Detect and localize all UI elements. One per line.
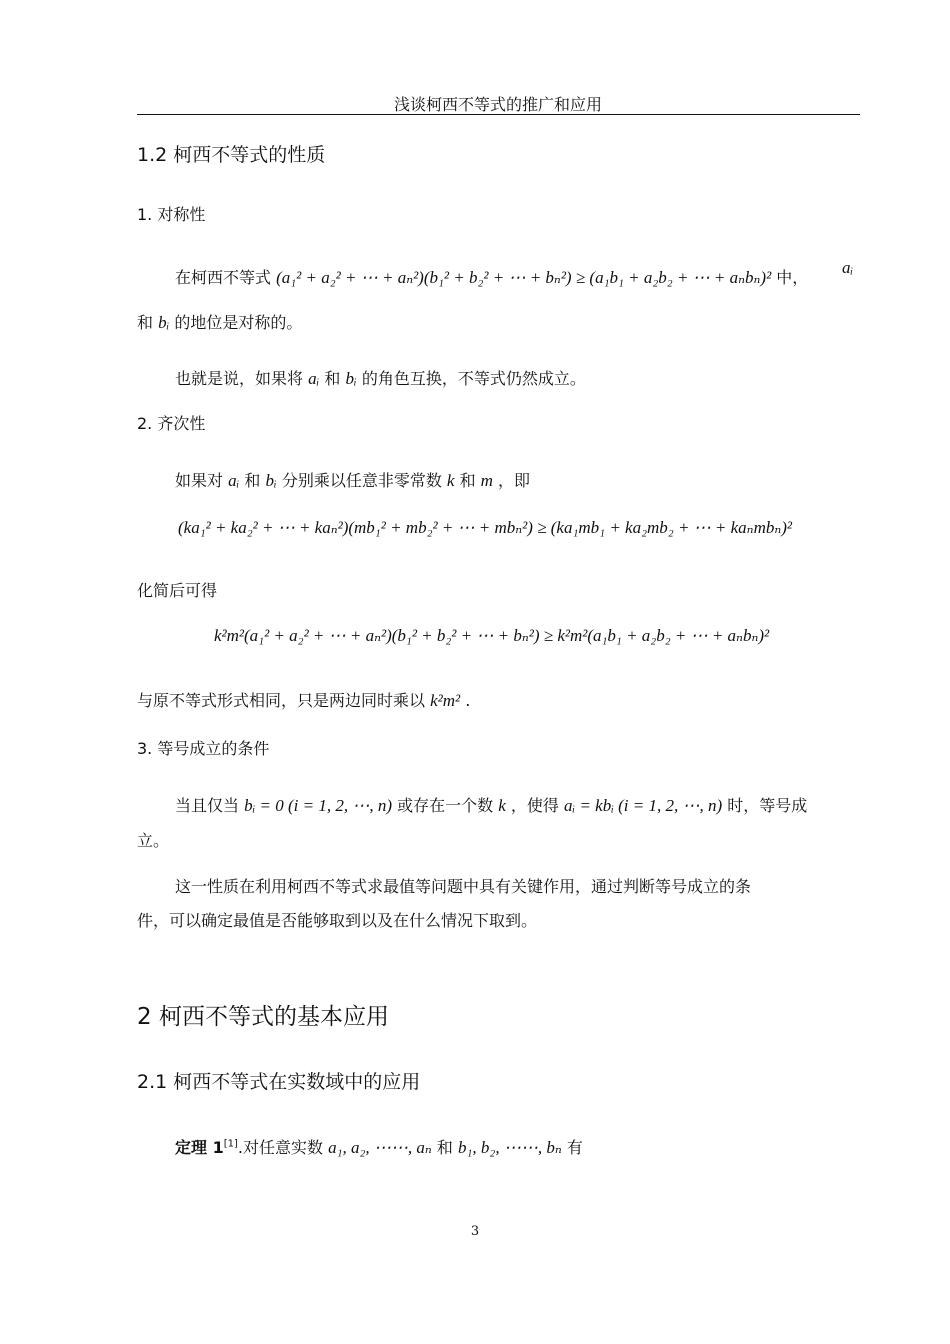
text-span: 和 bbox=[459, 471, 476, 490]
theorem-label: 定理 1 bbox=[175, 1138, 224, 1157]
var-b-i: bᵢ bbox=[345, 369, 357, 388]
text-span: 或存在一个数 bbox=[397, 796, 494, 815]
text-span: .对任意实数 bbox=[237, 1138, 323, 1157]
running-header: 浅谈柯西不等式的推广和应用 bbox=[393, 95, 602, 114]
text-span: ，即 bbox=[498, 471, 531, 490]
item-heading-equality: 3. 等号成立的条件 bbox=[137, 739, 270, 758]
header-rule bbox=[137, 114, 860, 115]
text-span: 分别乘以任意非零常数 bbox=[281, 471, 442, 490]
sequence-b: b₁, b₂, ⋯⋯, bₙ bbox=[458, 1138, 562, 1157]
var-b-i: bᵢ bbox=[265, 471, 277, 490]
section-heading-2: 2 柯西不等式的基本应用 bbox=[137, 1004, 389, 1030]
symmetry-line-3 bbox=[175, 366, 586, 389]
text-span: 与原不等式形式相同，只是两边同时乘以 bbox=[137, 691, 426, 710]
homogeneity-formula-1: (ka₁² + ka₂² + ⋯ + kaₙ²)(mb₁² + mb₂² + ⋯ + mbₙ²) ≥ (ka₁mb₁ + ka₂mb₂ + ⋯ + kaₙmbₙ)² bbox=[178, 518, 792, 537]
simplify-label: 化简后可得 bbox=[137, 581, 218, 600]
page-number: 3 bbox=[470, 1224, 480, 1239]
homogeneity-formula-2: k²m²(a₁² + a₂² + ⋯ + aₙ²)(b₁² + b₂² + ⋯ + bₙ²) ≥ k²m²(a₁b₁ + a₂b₂ + ⋯ + aₙbₙ)² bbox=[214, 626, 770, 645]
var-a-i: aᵢ bbox=[842, 258, 854, 277]
citation-ref: [1] bbox=[223, 1138, 238, 1150]
equality-line-2: 立。 bbox=[137, 831, 170, 850]
var-m: m bbox=[480, 471, 493, 490]
sequence-a: a₁, a₂, ⋯⋯, aₙ bbox=[328, 1138, 432, 1157]
equality-paragraph-line-2: 件，可以确定最值是否能够取到以及在什么情况下取到。 bbox=[137, 911, 538, 930]
text-span: 时，等号成 bbox=[727, 796, 808, 815]
homogeneity-line-1 bbox=[175, 468, 530, 491]
text-span: 和 bbox=[436, 1138, 453, 1157]
text-span: 和 bbox=[244, 471, 261, 490]
symmetry-line-2 bbox=[137, 310, 302, 333]
text-span: 当且仅当 bbox=[175, 796, 240, 815]
text-span: 有 bbox=[566, 1138, 583, 1157]
symmetry-line-1 bbox=[175, 265, 808, 288]
theorem-1 bbox=[175, 1135, 583, 1158]
equality-condition-2: aᵢ = kbᵢ (i = 1, 2, ⋯, n) bbox=[564, 796, 723, 815]
equality-paragraph-line-1: 这一性质在利用柯西不等式求最值等问题中具有关键作用，通过判断等号成立的条 bbox=[175, 877, 752, 896]
var-a-i: aᵢ bbox=[308, 369, 320, 388]
text-span: 的角色互换，不等式仍然成立。 bbox=[361, 369, 586, 388]
var-k: k bbox=[498, 796, 506, 815]
var-k2m2: k²m² bbox=[430, 691, 461, 710]
text-span: 在柯西不等式 bbox=[175, 268, 272, 287]
section-heading-1-2: 1.2 柯西不等式的性质 bbox=[137, 144, 326, 166]
item-heading-symmetry: 1. 对称性 bbox=[137, 205, 206, 224]
text-span: 中， bbox=[776, 268, 809, 287]
item-heading-homogeneity: 2. 齐次性 bbox=[137, 414, 206, 433]
text-span: . bbox=[465, 691, 471, 710]
equality-line-1 bbox=[175, 793, 807, 816]
var-b-i: bᵢ bbox=[158, 313, 170, 332]
text-span: 和 bbox=[324, 369, 341, 388]
text-span: 如果对 bbox=[175, 471, 224, 490]
text-span: 也就是说，如果将 bbox=[175, 369, 304, 388]
text-span: 的地位是对称的。 bbox=[174, 313, 303, 332]
text-span: ，使得 bbox=[510, 796, 559, 815]
var-k: k bbox=[446, 471, 455, 490]
section-heading-2-1: 2.1 柯西不等式在实数域中的应用 bbox=[137, 1071, 421, 1093]
text-span: 和 bbox=[137, 313, 154, 332]
var-a-i: aᵢ bbox=[228, 471, 240, 490]
cauchy-formula: (a₁² + a₂² + ⋯ + aₙ²)(b₁² + b₂² + ⋯ + bₙ²) ≥ (a₁b₁ + a₂b₂ + ⋯ + aₙbₙ)² bbox=[276, 268, 772, 287]
homogeneity-conclusion bbox=[137, 688, 470, 711]
equality-condition-1: bᵢ = 0 (i = 1, 2, ⋯, n) bbox=[244, 796, 393, 815]
